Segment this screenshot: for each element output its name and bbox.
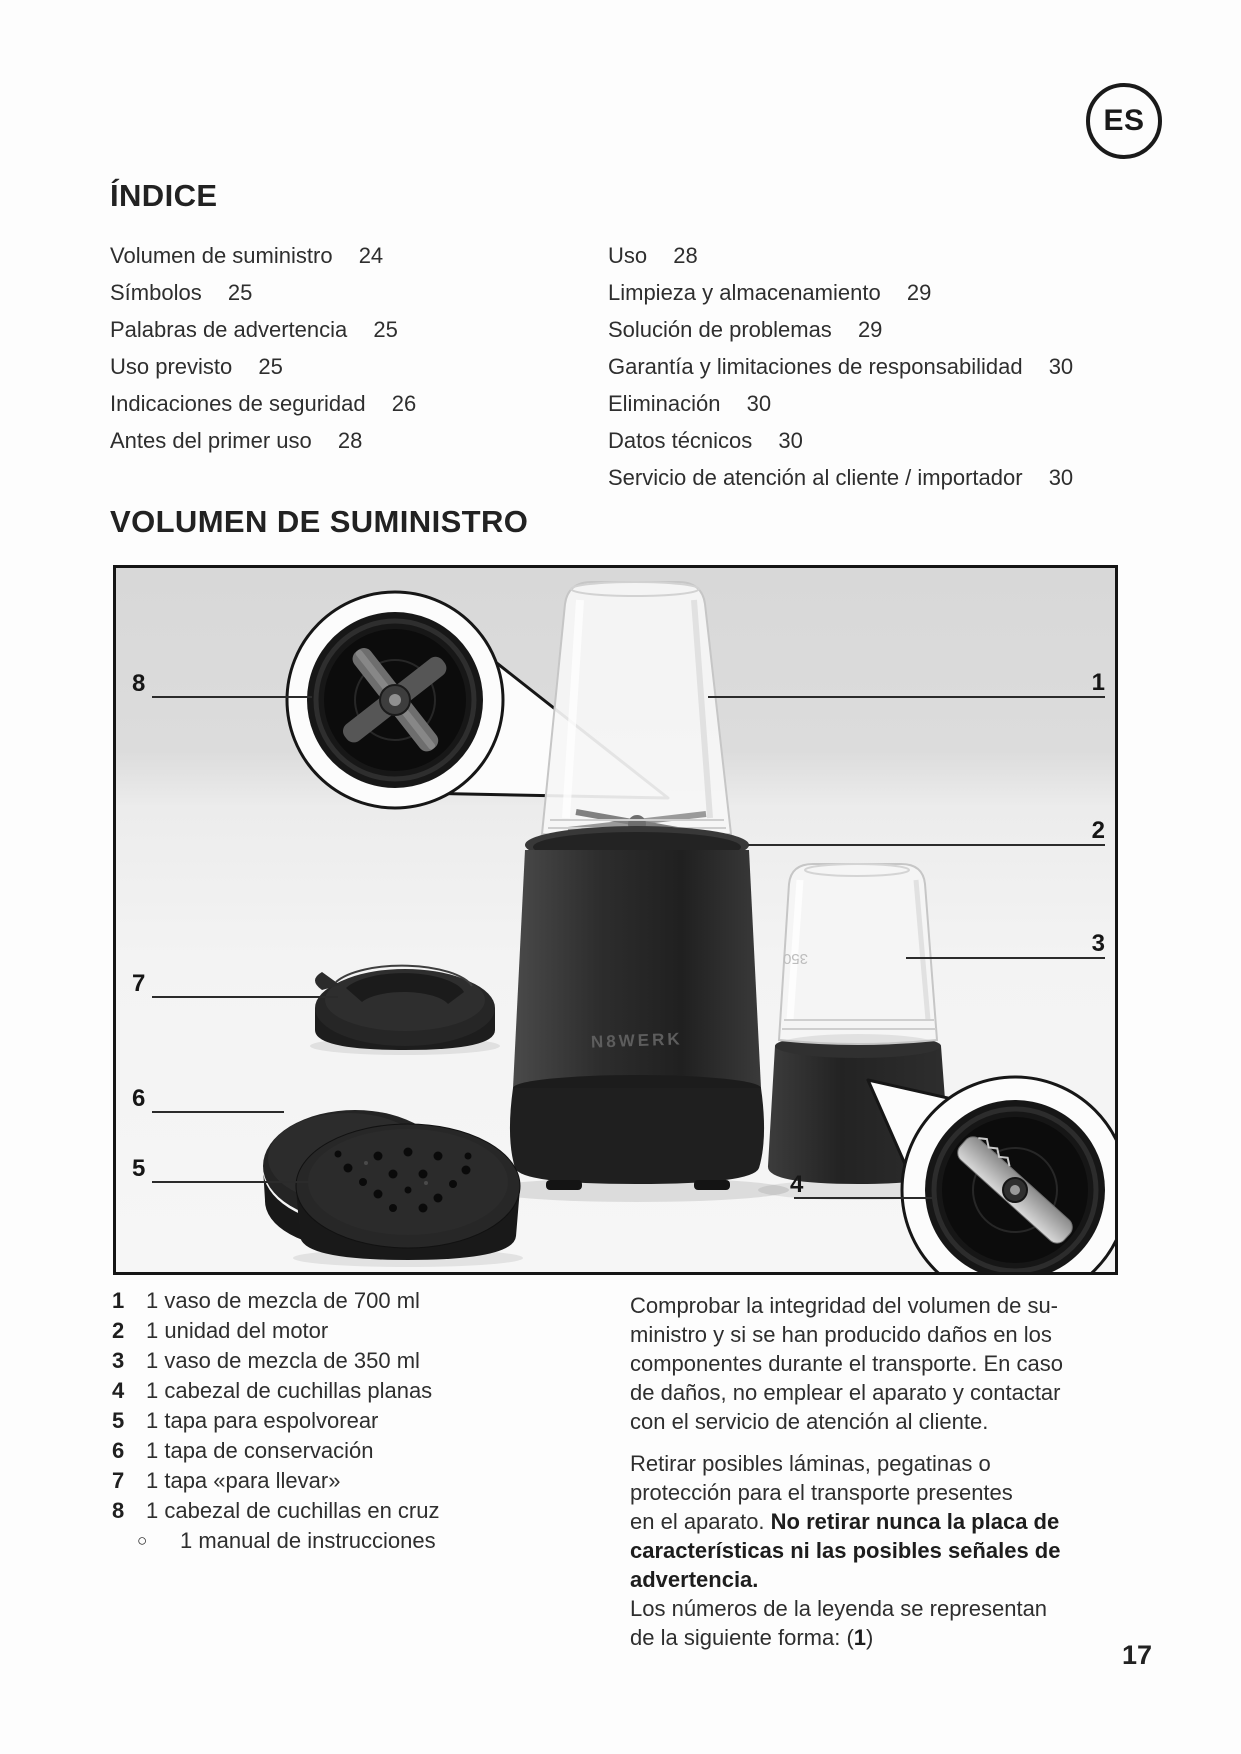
supply-title: VOLUMEN DE SUMINISTRO bbox=[110, 504, 529, 539]
toc-entry-label: Símbolos bbox=[110, 280, 202, 305]
toc-entry-label: Limpieza y almacenamiento bbox=[608, 280, 881, 305]
toc-entry-label: Datos técnicos bbox=[608, 428, 753, 453]
paragraph-line: de daños, no emplear el aparato y contactar bbox=[630, 1380, 1061, 1405]
toc-entry-page: 24 bbox=[358, 243, 384, 268]
toc-entry-label: Indicaciones de seguridad bbox=[110, 391, 366, 416]
callout-number-6: 6 bbox=[132, 1085, 146, 1112]
legend-number: 7 bbox=[112, 1468, 125, 1493]
toc-left-column bbox=[110, 237, 416, 459]
paragraph-line: Comprobar la integridad del volumen de su- bbox=[630, 1293, 1059, 1318]
legend-text: 1 vaso de mezcla de 350 ml bbox=[146, 1348, 420, 1373]
toc-entry-page: 30 bbox=[1048, 354, 1074, 379]
legend-row bbox=[112, 1436, 440, 1466]
callout-number-1: 1 bbox=[1091, 669, 1105, 696]
paragraph bbox=[630, 1449, 1125, 1594]
toc-entry-label: Uso previsto bbox=[110, 354, 233, 379]
legend-row bbox=[112, 1496, 440, 1526]
toc-entry-page: 28 bbox=[337, 428, 363, 453]
legend-row bbox=[112, 1526, 440, 1556]
toc-entry bbox=[110, 422, 416, 459]
legend-text: 1 unidad del motor bbox=[146, 1318, 329, 1343]
toc-entry-label: Servicio de atención al cliente / importador bbox=[608, 465, 1023, 490]
toc-entry bbox=[608, 385, 1073, 422]
paragraph bbox=[630, 1291, 1125, 1436]
toc-entry bbox=[110, 311, 416, 348]
index-title: ÍNDICE bbox=[110, 178, 218, 213]
cup-350-marking: 350 bbox=[782, 950, 808, 967]
language-badge: ES bbox=[1086, 83, 1162, 159]
legend-text: 1 vaso de mezcla de 700 ml bbox=[146, 1288, 420, 1313]
toc-entry bbox=[608, 311, 1073, 348]
callout-number-2: 2 bbox=[1091, 817, 1105, 844]
toc-entry-label: Garantía y limitaciones de responsabilidad bbox=[608, 354, 1023, 379]
toc-entry bbox=[608, 237, 1073, 274]
toc-entry bbox=[608, 274, 1073, 311]
brand-text: N8WERK bbox=[590, 1029, 683, 1052]
product-photo bbox=[116, 568, 1115, 1272]
paragraph-line: en el aparato. No retirar nunca la placa de bbox=[630, 1509, 1060, 1534]
legend-row bbox=[112, 1406, 440, 1436]
supply-legend bbox=[112, 1286, 440, 1556]
legend-number: 6 bbox=[112, 1438, 125, 1463]
legend-row bbox=[112, 1346, 440, 1376]
toc-entry-label: Uso bbox=[608, 243, 648, 268]
toc-entry bbox=[608, 459, 1073, 496]
legend-row bbox=[112, 1316, 440, 1346]
legend-row bbox=[112, 1286, 440, 1316]
paragraph-line: Los números de la leyenda se representan bbox=[630, 1596, 1048, 1621]
legend-text: 1 cabezal de cuchillas planas bbox=[146, 1378, 433, 1403]
product-figure bbox=[113, 565, 1118, 1275]
paragraph-line: con el servicio de atención al cliente. bbox=[630, 1409, 989, 1434]
legend-row bbox=[112, 1466, 440, 1496]
legend-number: 2 bbox=[112, 1318, 125, 1343]
callout-number-7: 7 bbox=[132, 970, 146, 997]
motor-unit bbox=[510, 826, 764, 1190]
legend-number: 8 bbox=[112, 1498, 125, 1523]
toc-entry-page: 30 bbox=[746, 391, 772, 416]
toc-entry bbox=[110, 274, 416, 311]
toc-entry bbox=[110, 348, 416, 385]
legend-number: 5 bbox=[112, 1408, 125, 1433]
paragraph-line: protección para el transporte presentes bbox=[630, 1480, 1013, 1505]
paragraph-line: ministro y si se han producido daños en los bbox=[630, 1322, 1052, 1347]
toc-entry bbox=[110, 385, 416, 422]
page-number: 17 bbox=[1121, 1640, 1152, 1670]
toc-entry bbox=[608, 348, 1073, 385]
legend-text: 1 tapa de conservación bbox=[146, 1438, 374, 1463]
toc-entry bbox=[110, 237, 416, 274]
paragraph-line: Retirar posibles láminas, pegatinas o bbox=[630, 1451, 991, 1476]
legend-text: 1 manual de instrucciones bbox=[180, 1528, 436, 1553]
toc-entry-label: Antes del primer uso bbox=[110, 428, 312, 453]
paragraph bbox=[630, 1594, 1125, 1652]
legend-number: 3 bbox=[112, 1348, 125, 1373]
toc-entry-page: 25 bbox=[227, 280, 253, 305]
callout-number-3: 3 bbox=[1091, 930, 1105, 957]
toc-entry-page: 25 bbox=[258, 354, 283, 379]
blender-jar-700ml bbox=[542, 582, 731, 839]
legend-text: 1 tapa «para llevar» bbox=[146, 1468, 341, 1493]
supply-text-column bbox=[630, 1291, 1125, 1652]
toc-entry-label: Volumen de suministro bbox=[110, 243, 333, 268]
callout-number-5: 5 bbox=[132, 1155, 146, 1182]
toc-entry-page: 29 bbox=[857, 317, 883, 342]
toc-entry-page: 30 bbox=[1048, 465, 1074, 490]
toc-entry-label: Palabras de advertencia bbox=[110, 317, 348, 342]
legend-number: 4 bbox=[112, 1378, 125, 1403]
paragraph-line: características ni las posibles señales de bbox=[630, 1538, 1061, 1563]
toc-entry-label: Eliminación bbox=[608, 391, 721, 416]
legend-row bbox=[112, 1376, 440, 1406]
legend-number: ○ bbox=[137, 1531, 148, 1550]
legend-text: 1 cabezal de cuchillas en cruz bbox=[146, 1498, 440, 1523]
paragraph-line: de la siguiente forma: (1) bbox=[630, 1625, 874, 1650]
toc-entry-page: 28 bbox=[673, 243, 698, 268]
paragraph-line: componentes durante el transporte. En caso bbox=[630, 1351, 1063, 1376]
toc-entry-page: 30 bbox=[778, 428, 803, 453]
toc-right-column bbox=[608, 237, 1073, 496]
toc-entry-page: 25 bbox=[373, 317, 398, 342]
legend-text: 1 tapa para espolvorear bbox=[146, 1408, 379, 1433]
toc-entry-page: 26 bbox=[391, 391, 417, 416]
sprinkle-lid bbox=[293, 1124, 523, 1267]
callout-number-4: 4 bbox=[790, 1171, 804, 1198]
toc-entry bbox=[608, 422, 1073, 459]
legend-number: 1 bbox=[112, 1288, 125, 1313]
toc-entry-page: 29 bbox=[906, 280, 932, 305]
toc-entry-label: Solución de problemas bbox=[608, 317, 832, 342]
cross-blade-callout bbox=[287, 592, 503, 808]
callout-number-8: 8 bbox=[132, 670, 146, 697]
paragraph-line: advertencia. bbox=[630, 1567, 759, 1592]
